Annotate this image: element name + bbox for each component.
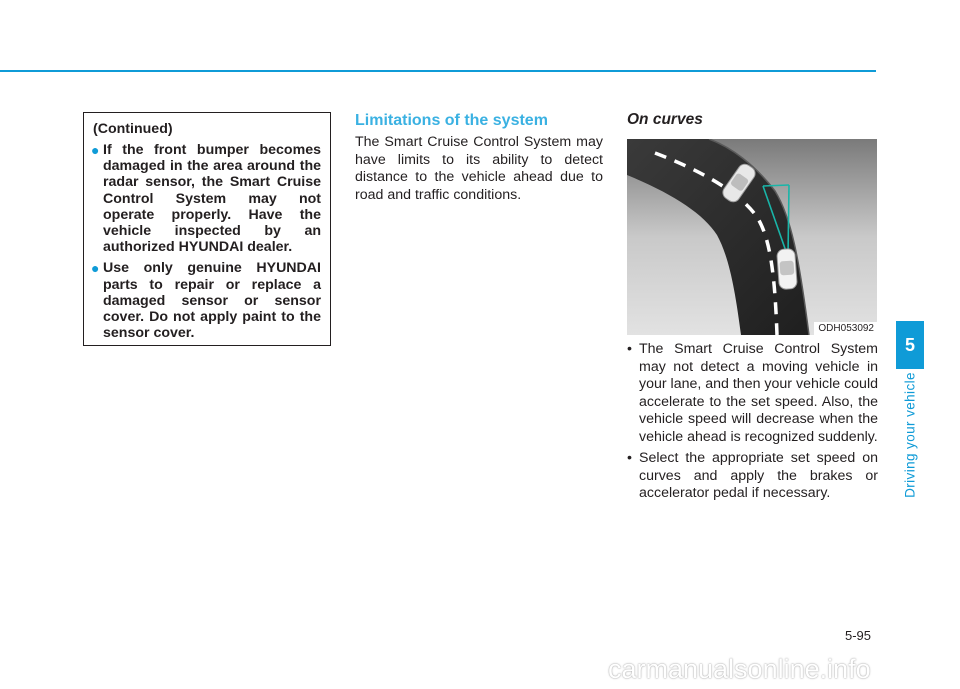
section-heading: Limitations of the system: [355, 112, 548, 129]
warning-box: [83, 112, 331, 346]
list-item-text: Select the appropriate set speed on curves and apply the brakes or accelerator pedal if necessary.: [639, 450, 878, 501]
figure-code: ODH053092: [814, 322, 877, 335]
watermark[interactable]: carmanualsonline.info: [608, 654, 871, 684]
curve-illustration: [627, 139, 877, 335]
bullet-icon: ●: [91, 260, 100, 277]
bullet-icon: •: [627, 450, 632, 466]
chapter-title: Driving your vehicle: [902, 372, 918, 498]
radar-line: [788, 185, 789, 257]
chapter-number-tab: 5: [896, 321, 924, 369]
top-rule: [0, 70, 876, 72]
bullet-icon: •: [627, 341, 632, 357]
section-body: The Smart Cruise Control System may have limits to its ability to detect distance to the vehicle ahead due to road and traffic conditions.: [355, 134, 603, 203]
curves-heading: On curves: [627, 111, 703, 128]
radar-line: [763, 185, 789, 186]
list-item: [627, 341, 878, 446]
list-item: [627, 450, 878, 503]
warning-item: [93, 142, 321, 255]
warning-continued-label: (Continued): [93, 121, 173, 137]
bullet-icon: ●: [91, 142, 100, 158]
page-number: 5-95: [845, 628, 872, 643]
list-item-text: The Smart Cruise Control System may not detect a moving vehicle in your lane, and then your vehicle could accelerate to the set speed. Also, the vehicle speed will decrease when the vehicle ahead is recognized suddenly.: [639, 341, 878, 445]
own-vehicle: [777, 248, 798, 289]
warning-item-text: If the front bumper becomes damaged in the area around the radar sensor, the Smart Cruise Control System may not operate properly. Have the vehicle inspected by an authorized HYUNDAI dealer.: [103, 142, 321, 256]
warning-item-text: Use only genuine HYUNDAI parts to repair or replace a damaged sensor or sensor cover. Do not apply paint to the sensor cover.: [103, 260, 321, 342]
warning-item: [93, 260, 321, 341]
curves-bullet-list: [627, 341, 878, 507]
